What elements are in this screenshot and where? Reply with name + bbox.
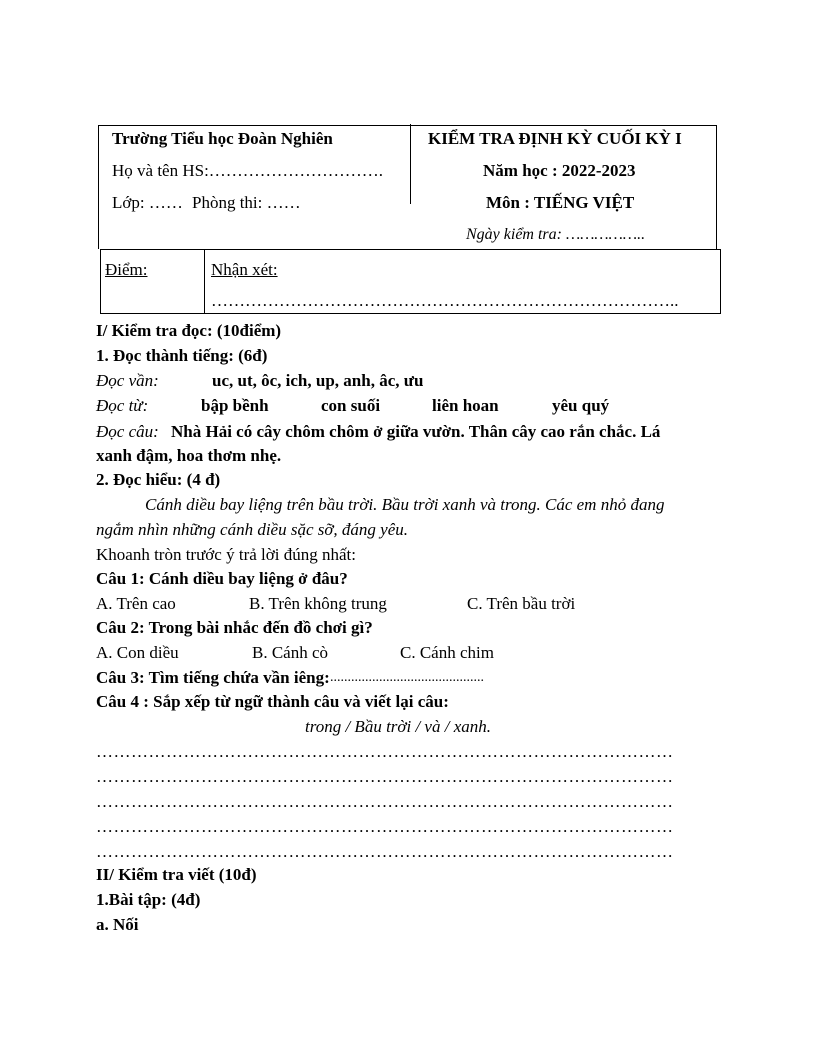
question-2: Câu 2: Trong bài nhắc đến đồ chơi gì? xyxy=(96,618,373,637)
q1-option-c: C. Trên bầu trời xyxy=(467,594,576,613)
word-item: bập bềnh xyxy=(201,396,269,415)
word-item: liên hoan xyxy=(432,396,499,415)
score-label: Điểm: xyxy=(105,260,148,279)
words-label: Đọc từ: xyxy=(96,396,149,415)
comment-label: Nhận xét: xyxy=(211,260,278,279)
sentence-label: Đọc câu: xyxy=(96,422,159,441)
question-4: Câu 4 : Sắp xếp từ ngữ thành câu và viết lại câu: xyxy=(96,692,449,711)
word-item: con suối xyxy=(321,396,381,415)
sentence-line-1: Nhà Hải có cây chôm chôm ở giữa vườn. Thân cây cao rắn chắc. Lá xyxy=(171,422,661,441)
reading-part2-title: 2. Đọc hiểu: (4 đ) xyxy=(96,470,221,489)
score-divider xyxy=(204,249,205,314)
writing-part1-title: 1.Bài tập: (4đ) xyxy=(96,890,201,909)
sentence-line-2: xanh đậm, hoa thơm nhẹ. xyxy=(96,446,282,465)
student-name-field: Họ và tên HS:…………………………. xyxy=(112,161,384,180)
passage-line-2: ngắm nhìn những cánh diều sặc sỡ, đáng yêu. xyxy=(96,520,409,539)
exam-date: Ngày kiểm tra: …………….. xyxy=(466,226,646,243)
header-divider xyxy=(410,124,411,204)
q2-option-b: B. Cánh cò xyxy=(252,643,329,662)
q3-answer-dots: ............................................ xyxy=(330,670,484,685)
passage-line-1: Cánh diều bay liệng trên bầu trời. Bầu trời xanh và trong. Các em nhỏ đang xyxy=(145,495,665,514)
class-field: Lớp: …… xyxy=(112,193,183,212)
school-year: Năm học : 2022-2023 xyxy=(483,161,636,180)
question-3: Câu 3: Tìm tiếng chứa vần iêng: xyxy=(96,668,330,687)
rhymes-label: Đọc vần: xyxy=(96,371,159,390)
instruction: Khoanh tròn trước ý trả lời đúng nhất: xyxy=(96,545,356,564)
comment-dots: ……………………………………………………………………….. xyxy=(211,291,679,310)
school-name: Trường Tiểu học Đoàn Nghiên xyxy=(112,129,333,148)
room-field: Phòng thi: …… xyxy=(192,193,301,212)
answer-line: ……………………………………………………………………………………… xyxy=(96,817,674,836)
answer-line: ……………………………………………………………………………………… xyxy=(96,792,674,811)
answer-line: ……………………………………………………………………………………… xyxy=(96,767,674,786)
answer-line: ……………………………………………………………………………………… xyxy=(96,842,674,861)
writing-section-title: II/ Kiểm tra viết (10đ) xyxy=(96,865,257,884)
word-item: yêu quý xyxy=(552,396,610,415)
q1-option-b: B. Trên không trung xyxy=(249,594,387,613)
reading-section-title: I/ Kiểm tra đọc: (10điểm) xyxy=(96,321,282,340)
reading-part1-title: 1. Đọc thành tiếng: (6đ) xyxy=(96,346,268,365)
exam-title: KIỂM TRA ĐỊNH KỲ CUỐI KỲ I xyxy=(428,129,682,148)
q4-words: trong / Bầu trời / và / xanh. xyxy=(305,717,491,736)
subject: Môn : TIẾNG VIỆT xyxy=(486,193,635,212)
question-1: Câu 1: Cánh diều bay liệng ở đâu? xyxy=(96,569,348,588)
q1-option-a: A. Trên cao xyxy=(96,594,176,613)
q2-option-c: C. Cánh chim xyxy=(400,643,494,662)
rhymes-list: uc, ut, ôc, ich, up, anh, âc, ưu xyxy=(212,371,424,390)
writing-part-a: a. Nối xyxy=(96,915,139,934)
answer-line: ……………………………………………………………………………………… xyxy=(96,742,674,761)
q2-option-a: A. Con diều xyxy=(96,643,179,662)
